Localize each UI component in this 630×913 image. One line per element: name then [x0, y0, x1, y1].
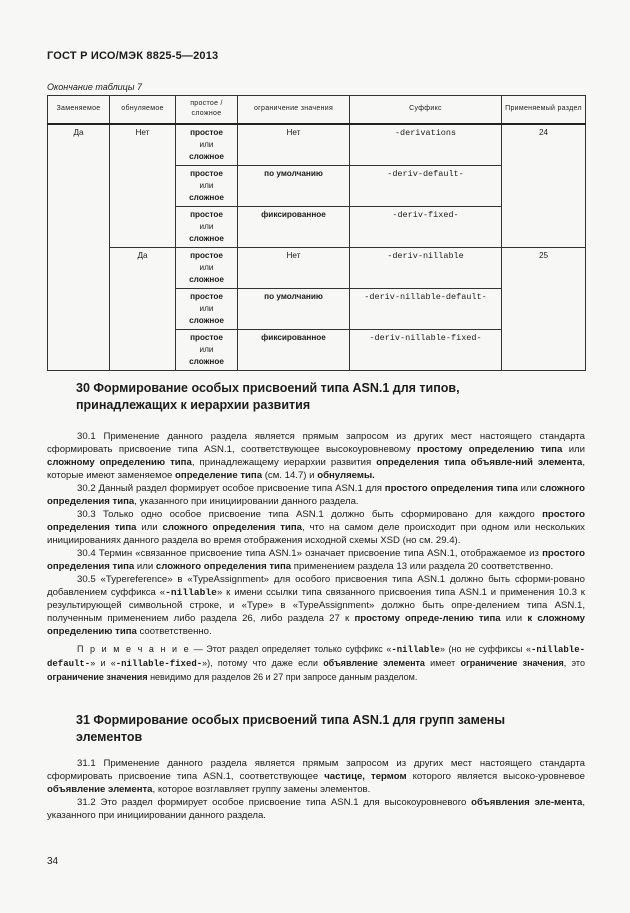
table-caption: Окончание таблицы 7	[47, 82, 142, 92]
cell-suffix: -deriv-nillable-fixed-	[350, 329, 502, 370]
col-header-nullable: обнуляемое	[110, 96, 176, 124]
paragraph-30-2: 30.2 Данный раздел формирует особое присвоение типа ASN.1 для простого определения типа или сложного определения типа, указанного при инициировании данного раздела.	[47, 483, 585, 507]
cell-form: простое или сложное	[176, 165, 238, 206]
page-number: 34	[47, 856, 59, 867]
cell-form: простое или сложное	[176, 288, 238, 329]
paragraph-30-3: 30.3 Только одно особое присвоение типа ASN.1 должно быть сформировано для каждого простого определения типа или сложного определения типа, что на самом деле происходит при одном или нескольких инициированиях данного раздела во время отображения исходной схемы XSD (но см. 29.4).	[47, 509, 585, 546]
section-30-body	[47, 430, 585, 684]
cell-replaceable: Да	[48, 124, 110, 371]
section-30-title: 30 Формирование особых присвоений типа ASN.1 для типов, принадлежащих к иерархии развития	[76, 381, 460, 412]
cell-constraint: Нет	[238, 247, 350, 288]
note-30: П р и м е ч а н и е — Этот раздел определяет только суффикс «-nillable» (но не суффиксы «-nillable-default-» и «-nillable-fixed-»), потому что даже если объявление элемента имеет ограничение значения, это ограничение значения невидимо для разделов 26 и 27 при запросе данным разделом.	[47, 644, 585, 682]
paragraph-30-1: 30.1 Применение данного раздела является прямым запросом из других мест настоящего стандарта сформировать присвоение типа ASN.1, соответствующее высокоуровневому простому определению типа или сложному определению типа, принадлежащему иерархии развития определения типа объявле-ний элемента, которые имеют заменяемое определение типа (см. 14.7) и обнуляемы.	[47, 431, 586, 481]
paragraph-31-2: 31.2 Это раздел формирует особое присвоение типа ASN.1 для высокоуровневого объявления эле-мента, указанного при инициировании данного раздела.	[47, 797, 585, 821]
cell-section: 25	[502, 247, 586, 370]
cell-suffix: -deriv-nillable-default-	[350, 288, 502, 329]
col-header-suffix: Суффикс	[350, 96, 502, 124]
cell-form: простое или сложное	[176, 329, 238, 370]
paragraph-31-1: 31.1 Применение данного раздела является прямым запросом из других мест настоящего стандарта сформировать присвоение типа ASN.1, соответствующее частице, термом которого является высоко-уровневое объявление элемента, которое возглавляет группу замены элементов.	[47, 758, 585, 795]
col-header-constraint: ограничение значения	[238, 96, 350, 124]
cell-form: простое или сложное	[176, 124, 238, 166]
cell-constraint: по умолчанию	[238, 288, 350, 329]
cell-form: простое или сложное	[176, 247, 238, 288]
table-row	[48, 247, 586, 288]
col-header-section: Применяемый раздел	[502, 96, 586, 124]
cell-nullable: Да	[110, 247, 176, 370]
paragraph-30-4: 30.4 Термин «связанное присвоение типа ASN.1» означает присвоение типа ASN.1, отображаемое из простого определения типа или сложного определения типа применением раздела 13 или раздела 20 соответственно.	[47, 548, 585, 572]
col-header-replaceable: Заменяемое	[48, 96, 110, 124]
cell-suffix: -deriv-default-	[350, 165, 502, 206]
cell-constraint: Нет	[238, 124, 350, 166]
suffix-table	[47, 95, 586, 371]
cell-suffix: -derivations	[350, 124, 502, 166]
cell-suffix: -deriv-nillable	[350, 247, 502, 288]
cell-suffix: -deriv-fixed-	[350, 206, 502, 247]
cell-constraint: фиксированное	[238, 206, 350, 247]
cell-nullable: Нет	[110, 124, 176, 248]
cell-constraint: фиксированное	[238, 329, 350, 370]
cell-constraint: по умолчанию	[238, 165, 350, 206]
col-header-form: простое / сложное	[176, 96, 238, 124]
section-31-body	[47, 757, 585, 822]
document-header: ГОСТ Р ИСО/МЭК 8825-5—2013	[47, 50, 219, 62]
cell-section: 24	[502, 124, 586, 248]
table-row	[48, 124, 586, 166]
paragraph-30-5: 30.5 «Typereference» в «TypeAssignment» для особого присвоения типа ASN.1 должно быть сформи-ровано добавлением суффикса «-nillable» к имени ссылки типа связанного присвоения типа ASN.1 и применения 10.3 к результирующей символьной строке, и «Type» в «TypeAssignment» должно быть опре-делением типа ASN.1, полученным применением либо раздела 26, либо раздела 27 к простому опреде-лению типа или к сложному определению типа соответственно.	[47, 574, 585, 637]
cell-form: простое или сложное	[176, 206, 238, 247]
section-31-title: 31 Формирование особых присвоений типа ASN.1 для групп замены элементов	[76, 713, 506, 744]
